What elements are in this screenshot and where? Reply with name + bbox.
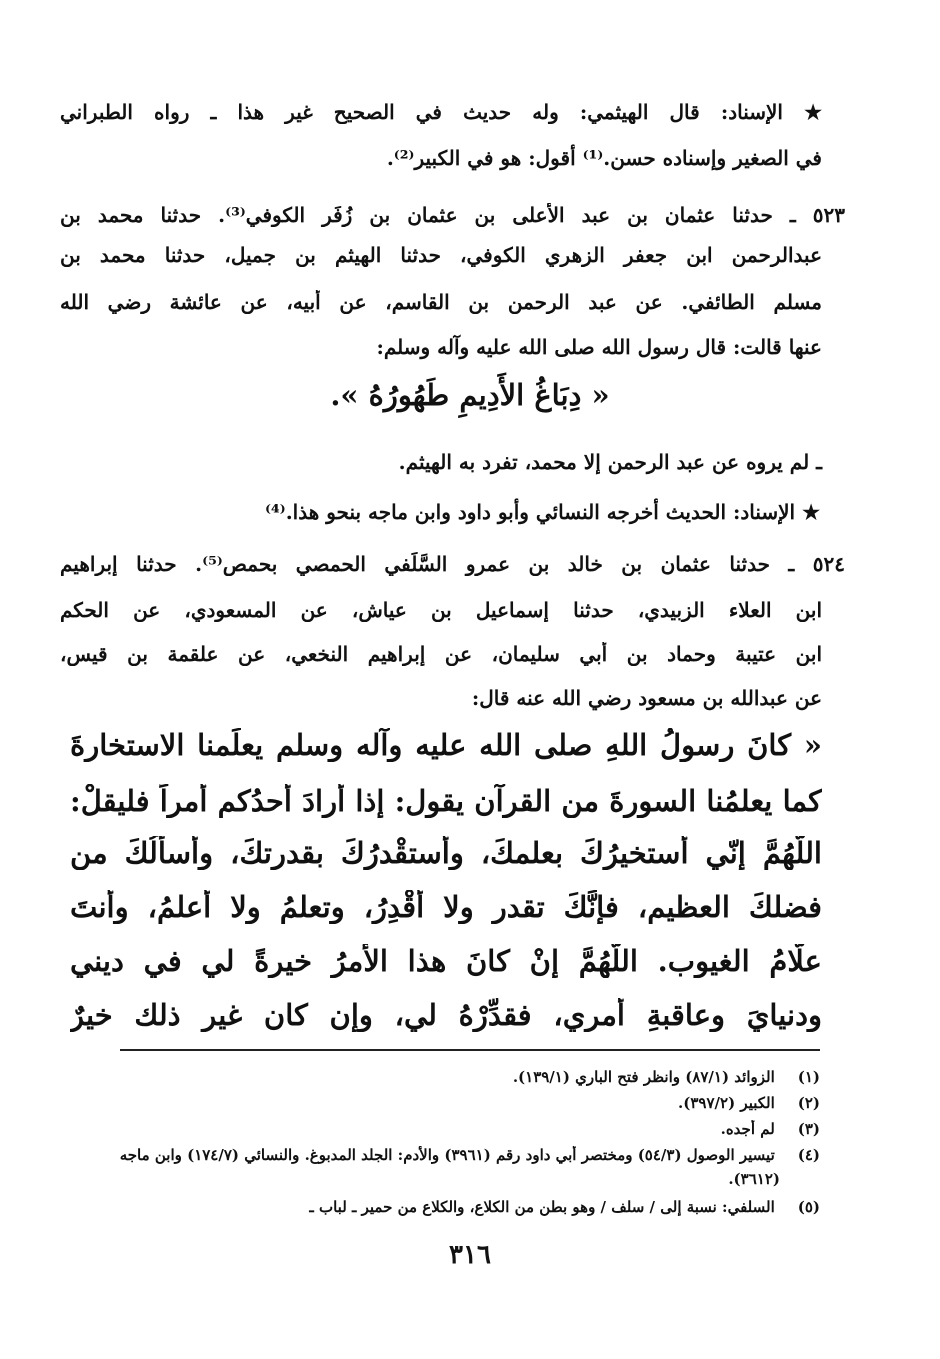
hadith-523-line-4: عنها قالت: قال رسول الله صلى الله عليه وآله وسلم: [376, 335, 822, 359]
footnote-text: السلفي: نسبة إلى / سلف / وهو بطن من الكلاع، والكلاع من حمير ـ لباب ـ [309, 1198, 775, 1216]
hadith-524-matn-5: علَّامُ الغيوب. اللَّهُمَّ إنْ كانَ هذا الأمرُ خيرةً لي في ديني [70, 944, 822, 978]
hadith-524-matn-2: كما يعلمُنا السورةَ من القرآن يقول: إذا أرادَ أحدُكم أمراً فليقلْ: [70, 784, 822, 818]
hadith-524-matn-4: فضلكَ العظيمِ، فإنَّكَ تقدر ولا أَقْدِرُ، وتعلمُ ولا أعلمُ، وأنتَ [70, 890, 822, 924]
footnote-3 [68, 1120, 820, 1138]
hadith-523-line-1: ٥٢٣ ـ حدثنا عثمان بن عبد الأعلى بن عثمان بن زُفَر الكوفي⁽³⁾. حدثنا محمد بن [60, 203, 845, 227]
footnote-separator [120, 1049, 820, 1051]
footnote-text: تيسير الوصول (٥٤/٣) ومختصر أبي داود رقم (٣٩٦١) والأدم: الجلد المدبوغ. والنسائي (١٧٤/٧) وابن ماجه [119, 1146, 775, 1164]
footnote-number: (٤) [797, 1146, 820, 1164]
hadith-524-matn-6: ودنيايَ وعاقبةِ أمري، فقدِّرْهُ لي، وإن كان غير ذلك خيرٌ [70, 998, 822, 1032]
footnote-number: (٣) [797, 1120, 820, 1138]
footnote-2 [68, 1094, 820, 1112]
hadith-523-line-3: مسلم الطائفي. عن عبد الرحمن بن القاسم، عن أبيه، عن عائشة رضي الله [60, 290, 822, 314]
footnote-text: الزوائد (٨٧/١) وانظر فتح الباري (١٣٩/١). [512, 1068, 775, 1086]
footnote-1 [68, 1068, 820, 1086]
footnote-5 [68, 1198, 820, 1216]
footnote-number: (٢) [797, 1094, 820, 1112]
footnote-text: لم أجده. [720, 1120, 775, 1138]
footnote-4 [68, 1146, 820, 1164]
footnote-number: (١) [797, 1068, 820, 1086]
footnote-4-continuation: (٣٦١٢). [728, 1170, 780, 1188]
hadith-524-line-2: ابن العلاء الزبيدي، حدثنا إسماعيل بن عياش، عن المسعودي، عن الحكم [60, 598, 822, 622]
hadith-523-matn: « دِبَاغُ الأَدِيمِ طَهُورُهُ ». [330, 378, 610, 412]
page-number: ٣١٦ [449, 1240, 491, 1270]
footnote-number: (٥) [797, 1198, 820, 1216]
hadith-524-line-3: ابن عتيبة وحماد بن أبي سليمان، عن إبراهيم النخعي، عن علقمة بن قيس، [60, 642, 822, 666]
hadith-524-matn-1: « كانَ رسولُ اللهِ صلى الله عليه وآله وسلم يعلِّمنا الاستخارةَ [70, 728, 822, 762]
isnad-line-2: في الصغير وإسناده حسن.⁽¹⁾ أقول: هو في الكبير⁽²⁾. [386, 146, 822, 170]
hadith-523-line-2: عبدالرحمن ابن جعفر الزهري الكوفي، حدثنا الهيثم بن جميل، حدثنا محمد بن [60, 243, 822, 267]
hadith-523-isnad: ★ الإسناد: الحديث أخرجه النسائي وأبو داود وابن ماجه بنحو هذا.⁽⁴⁾ [265, 500, 820, 524]
hadith-524-matn-3: اللَّهُمَّ إنّي أستخيرُكَ بعلمكَ، وأستقْدرُكَ بقدرتكَ، وأسألُكَ من [70, 836, 822, 870]
hadith-523-note: ـ لم يروه عن عبد الرحمن إلا محمد، تفرد به الهيثم. [398, 450, 822, 474]
isnad-line-1: ★ الإسناد: قال الهيثمي: وله حديث في الصحيح غير هذا ـ رواه الطبراني [60, 100, 822, 124]
footnote-text: الكبير (٣٩٧/٢). [678, 1094, 775, 1112]
hadith-524-line-1: ٥٢٤ ـ حدثنا عثمان بن خالد بن عمرو السَّلَفي الحمصي بحمص⁽⁵⁾. حدثنا إبراهيم [60, 552, 845, 576]
hadith-524-line-4: عن عبدالله بن مسعود رضي الله عنه قال: [471, 686, 822, 710]
